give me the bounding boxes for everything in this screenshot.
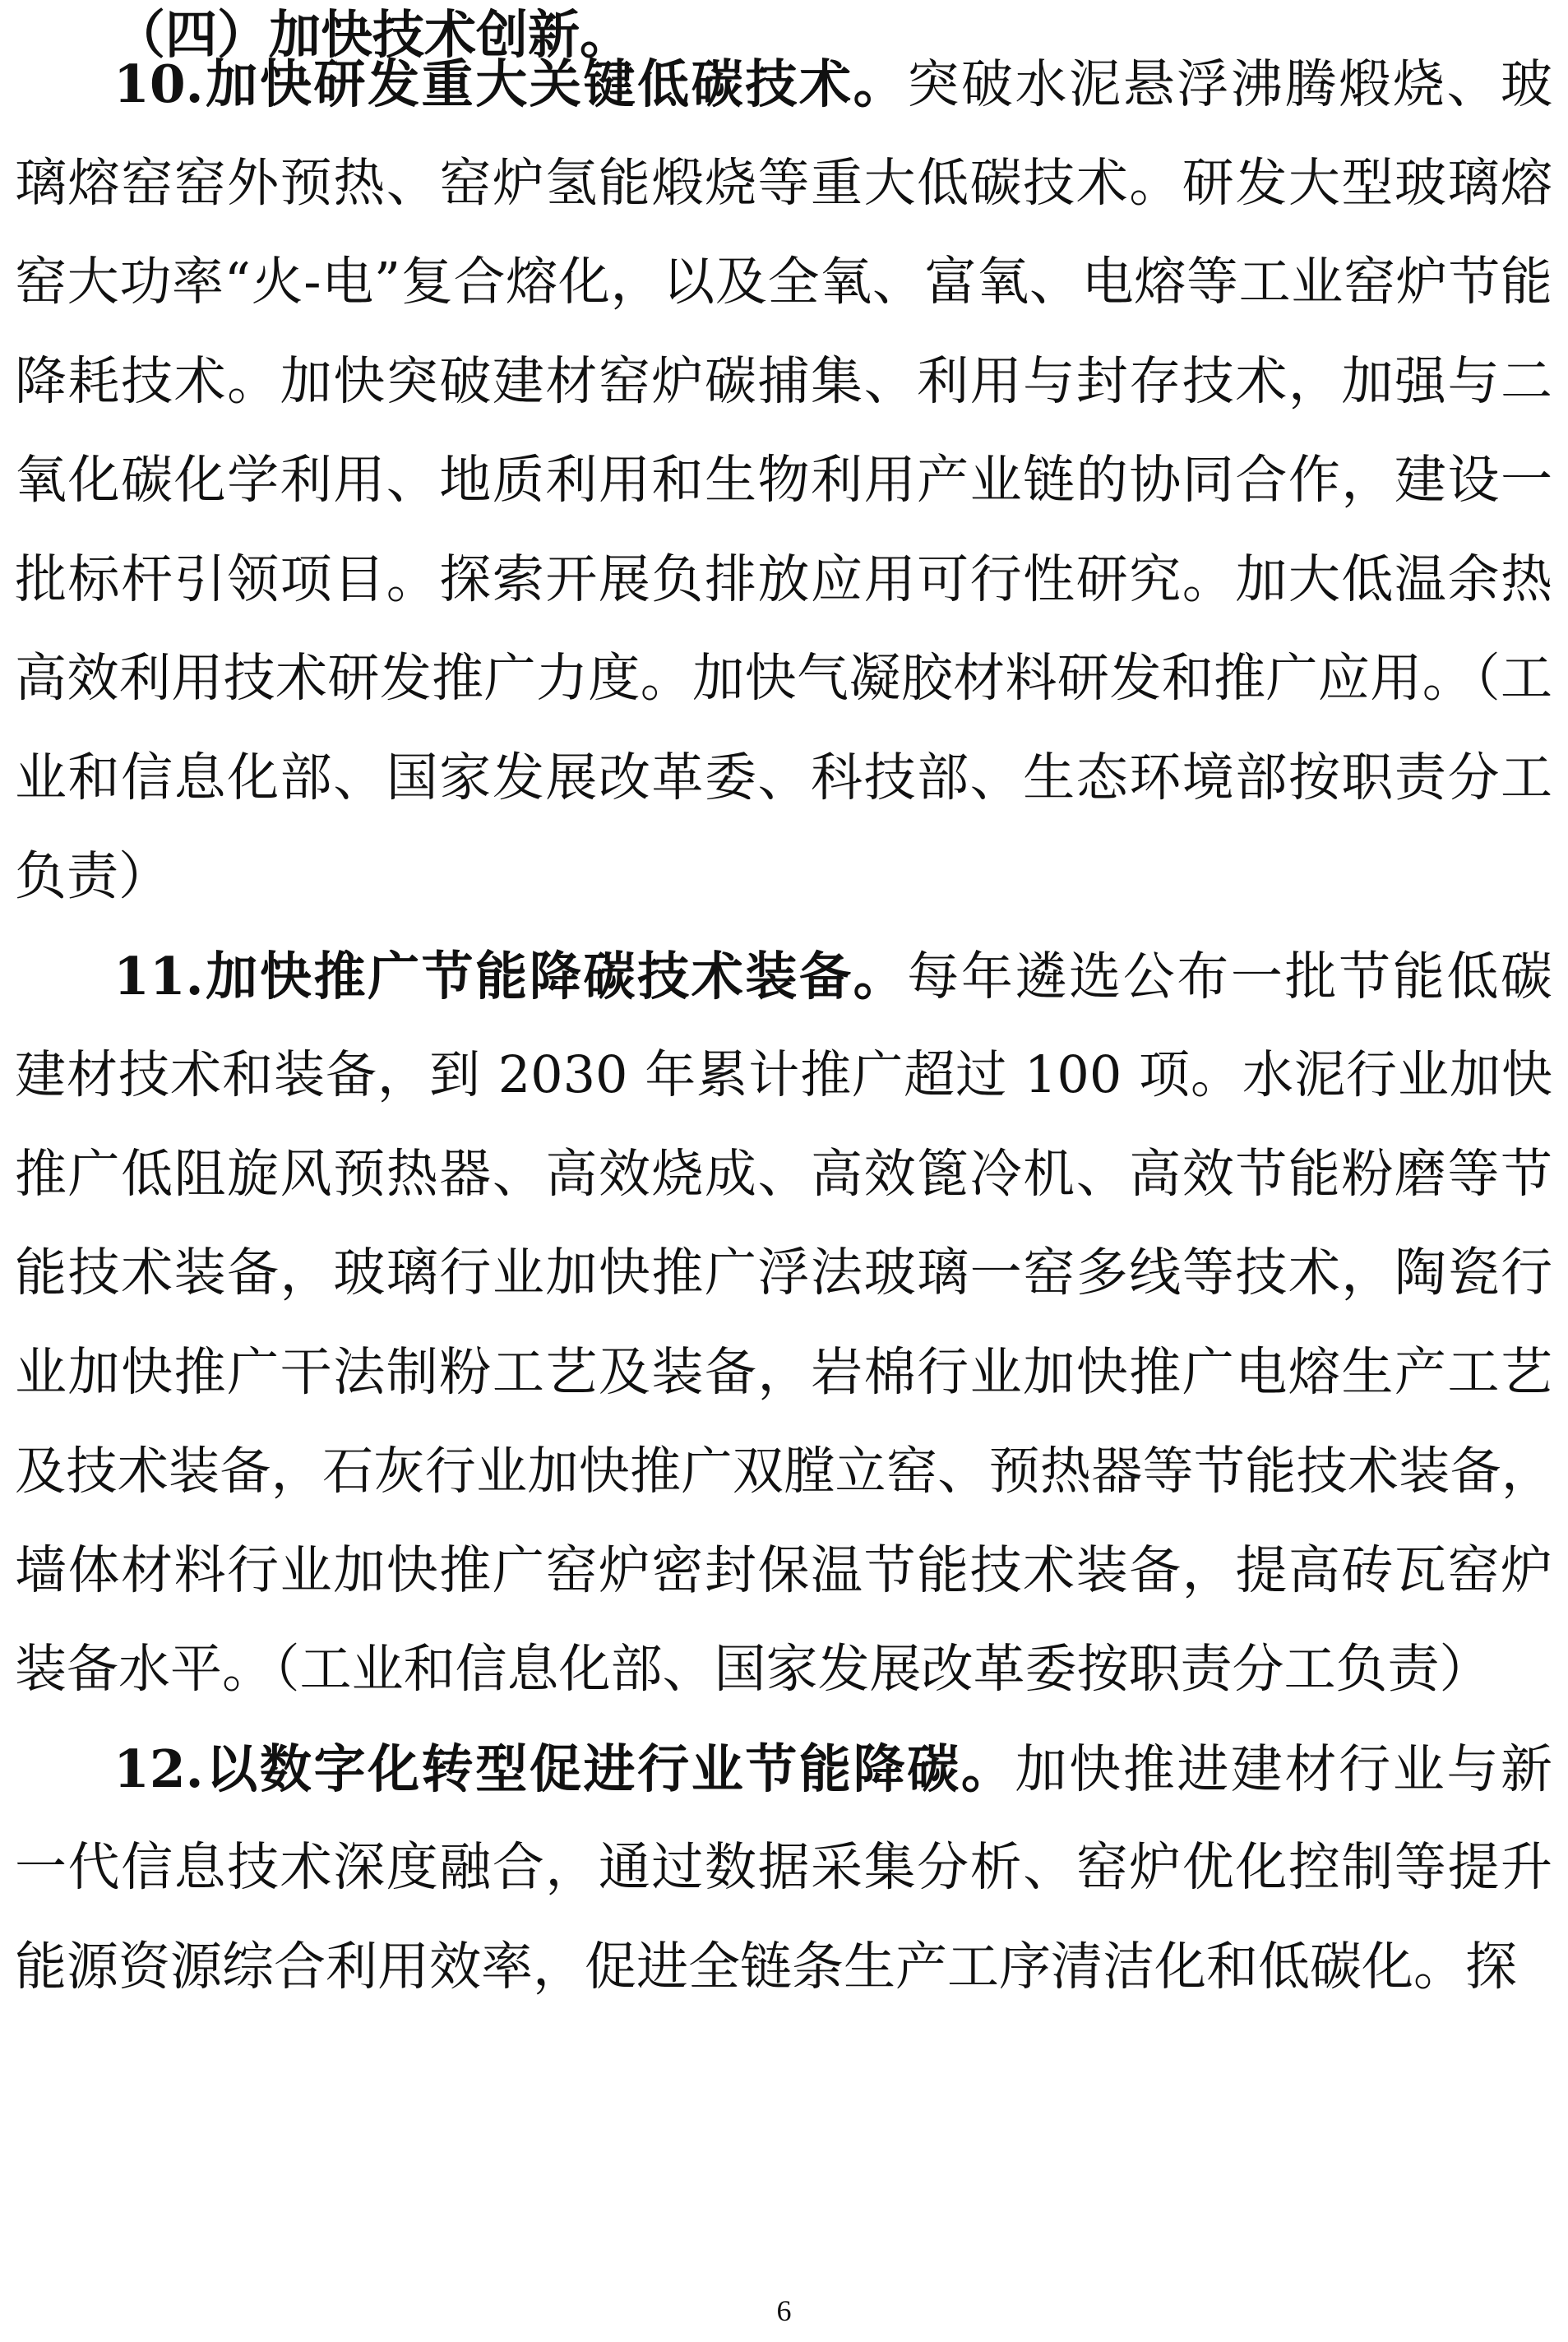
paragraph-1-line-8 bbox=[15, 729, 1552, 827]
paragraph-2-title: 11.加快推广节能降碳技术装备。 bbox=[113, 945, 908, 1007]
paragraph-3-line-1 bbox=[113, 1719, 1552, 1818]
paragraph-2-line-2 bbox=[15, 1025, 1552, 1124]
paragraph-text: 业加快推广干法制粉工艺及装备，岩棉行业加快推广电熔生产工艺 bbox=[15, 1341, 1552, 1402]
paragraph-1-line-3 bbox=[15, 233, 1552, 331]
paragraph-1-title: 10.加快研发重大关键低碳技术。 bbox=[113, 53, 908, 114]
paragraph-text: 氧化碳化学利用、地质利用和生物利用产业链的协同合作，建设一 bbox=[15, 450, 1552, 510]
paragraph-text: 降耗技术。加快突破建材窑炉碳捕集、利用与封存技术，加强与二 bbox=[15, 350, 1552, 411]
paragraph-text: 一代信息技术深度融合，通过数据采集分析、窑炉优化控制等提升 bbox=[15, 1837, 1552, 1897]
paragraph-2-line-4 bbox=[15, 1224, 1552, 1322]
paragraph-text: 能源资源综合利用效率，促进全链条生产工序清洁化和低碳化。探 bbox=[15, 1936, 1517, 1997]
paragraph-2-line-5 bbox=[15, 1323, 1552, 1422]
paragraph-1-line-4 bbox=[15, 332, 1552, 431]
paragraph-text: 每年遴选公布一批节能低碳 bbox=[907, 946, 1553, 1007]
paragraph-3-title: 12.以数字化转型促进行业节能降碳。 bbox=[113, 1738, 1015, 1799]
page-number: 6 bbox=[776, 2294, 792, 2327]
paragraph-2-line-3 bbox=[15, 1125, 1552, 1224]
paragraph-text: 璃熔窑窑外预热、窑炉氢能煅烧等重大低碳技术。研发大型玻璃熔 bbox=[15, 152, 1552, 213]
paragraph-1-line-1 bbox=[113, 35, 1552, 133]
paragraph-3-line-2 bbox=[15, 1818, 1552, 1917]
paragraph-2-line-7 bbox=[15, 1521, 1552, 1620]
paragraph-text: 突破水泥悬浮沸腾煅烧、玻 bbox=[907, 54, 1553, 114]
paragraph-text: 加快推进建材行业与新 bbox=[1015, 1738, 1553, 1799]
paragraph-1-line-7 bbox=[15, 629, 1552, 728]
paragraph-text: 窑大功率“火-电”复合熔化，以及全氧、富氧、电熔等工业窑炉节能 bbox=[15, 252, 1552, 312]
paragraph-text: 推广低阻旋风预热器、高效烧成、高效篦冷机、高效节能粉磨等节 bbox=[15, 1143, 1552, 1204]
paragraph-1-line-6 bbox=[15, 530, 1552, 629]
paragraph-text: 建材技术和装备，到 2030 年累计推广超过 100 项。水泥行业加快 bbox=[15, 1044, 1552, 1104]
paragraph-text: 负责） bbox=[15, 846, 170, 906]
section-heading: （四）加快技术创新。 bbox=[113, 4, 631, 65]
paragraph-text: 批标杆引领项目。探索开展负排放应用可行性研究。加大低温余热 bbox=[15, 548, 1552, 609]
paragraph-text: 高效利用技术研发推广力度。加快气凝胶材料研发和推广应用。（工 bbox=[15, 648, 1552, 708]
paragraph-text: 及技术装备，石灰行业加快推广双膛立窑、预热器等节能技术装备， bbox=[15, 1441, 1552, 1501]
paragraph-text: 能技术装备，玻璃行业加快推广浮法玻璃一窑多线等技术，陶瓷行 bbox=[15, 1243, 1552, 1303]
paragraph-1-line-5 bbox=[15, 431, 1552, 530]
paragraph-2-line-1 bbox=[113, 927, 1552, 1025]
paragraph-text: 业和信息化部、国家发展改革委、科技部、生态环境部按职责分工 bbox=[15, 747, 1552, 808]
paragraph-2-line-8 bbox=[15, 1620, 1552, 1719]
paragraph-3-line-3 bbox=[15, 1918, 1552, 2016]
paragraph-2-line-6 bbox=[15, 1422, 1552, 1520]
paragraph-text: 装备水平。（工业和信息化部、国家发展改革委按职责分工负责） bbox=[15, 1639, 1492, 1699]
paragraph-1-line-9 bbox=[15, 827, 1552, 926]
paragraph-1-line-2 bbox=[15, 134, 1552, 233]
paragraph-text: 墙体材料行业加快推广窑炉密封保温节能技术装备，提高砖瓦窑炉 bbox=[15, 1539, 1552, 1600]
